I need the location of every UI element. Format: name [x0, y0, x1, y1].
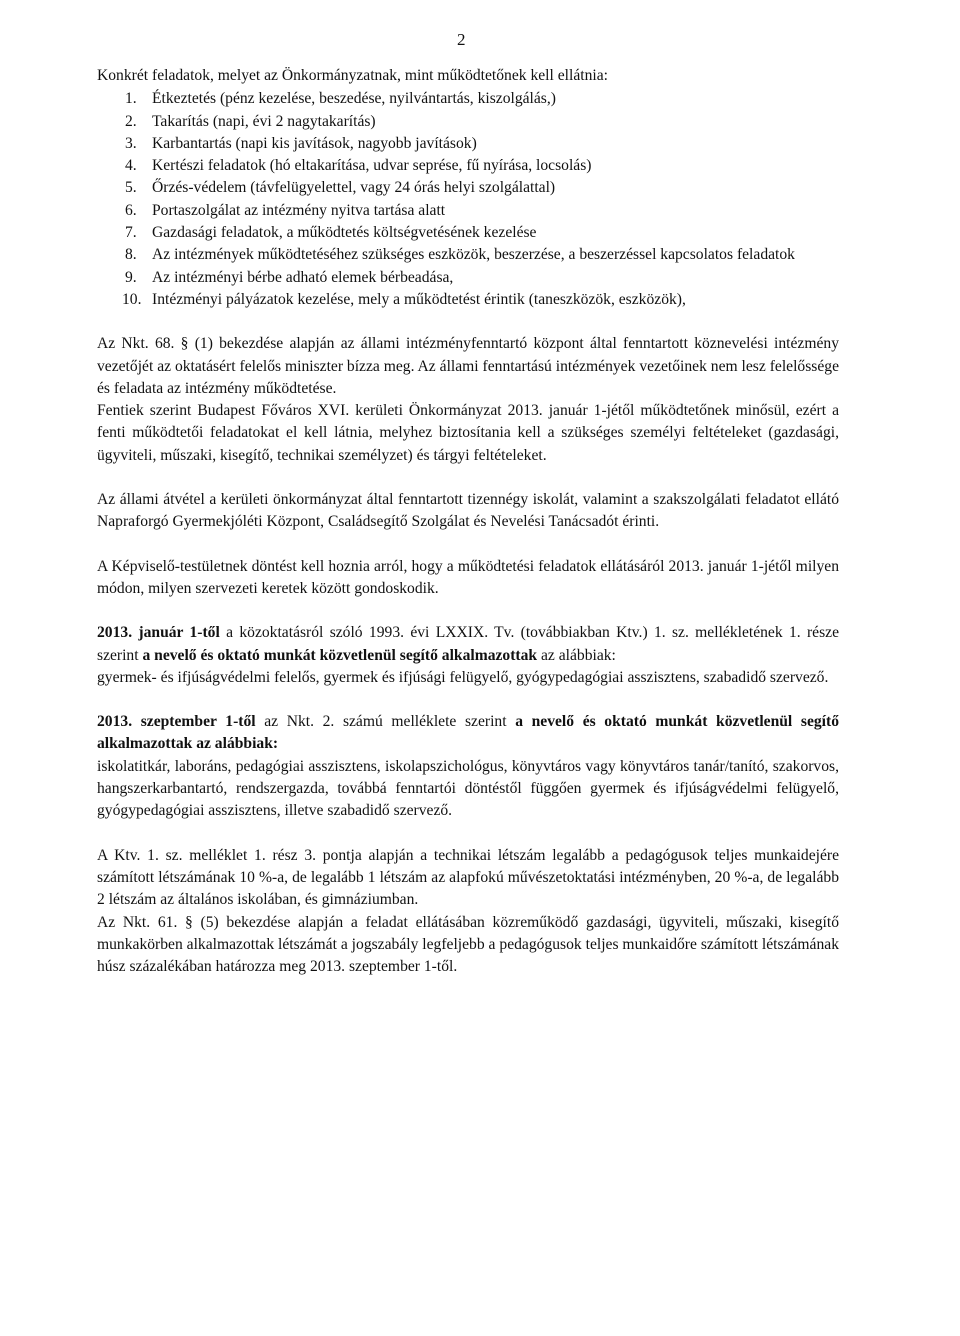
- list-item: [97, 111, 839, 133]
- bold-date: 2013. január 1-től: [97, 624, 220, 642]
- paragraph-spacer: [97, 467, 839, 489]
- bold-date: 2013. szeptember 1-től: [97, 713, 256, 731]
- paragraph-text: a közoktatásról szóló 1993. évi LXXIX. Tv. (továbbiakban Ktv.) 1. sz. mellékletének 1. része szerint: [97, 624, 839, 664]
- list-item-number: 4.: [125, 157, 137, 175]
- list-item: [97, 289, 839, 311]
- list-item-text: Az intézmények működtetéséhez szükséges eszközök, beszerzése, a beszerzéssel kapcsolatos feladatok: [152, 246, 795, 264]
- page-number: 2: [457, 30, 466, 49]
- list-item-number: 5.: [125, 179, 137, 197]
- list-item-number: 8.: [125, 246, 137, 264]
- list-item: [97, 88, 839, 110]
- list-item: [97, 267, 839, 289]
- paragraph-ktv: A Ktv. 1. sz. melléklet 1. rész 3. pontja alapján a technikai létszám legalább a pedagógusok teljes munkaidejére számított létszámának 10 %-a, de legalább 1 létszám az alapfokú művészetoktatási intézményben, 20 %-a, de legalább 2 létszám az általános iskolában, és gimnáziumban.: [97, 846, 839, 909]
- paragraph-spacer: [97, 534, 839, 556]
- bold-phrase: a nevelő és oktató munkát közvetlenül segítő alkalmazottak: [142, 646, 538, 664]
- paragraph-spacer: [97, 689, 839, 711]
- staff-list-2013-januar: gyermek- és ifjúságvédelmi felelős, gyermek és ifjúsági felügyelő, gyógypedagógiai asszisztens, szabadidő szervező.: [97, 668, 829, 686]
- list-item: [97, 155, 839, 177]
- bold-phrase: a nevelő és oktató munkát közvetlenül segítő alkalmazottak: [97, 713, 839, 753]
- list-item-text: Gazdasági feladatok, a működtetés költségvetésének kezelése: [152, 224, 537, 242]
- paragraph-spacer: [97, 600, 839, 622]
- task-list: [97, 88, 839, 311]
- list-item-text: Intézményi pályázatok kezelése, mely a működtetést érintik (taneszközök, eszközök),: [152, 290, 686, 308]
- staff-list-2013-szeptember: iskolatitkár, laboráns, pedagógiai asszisztens, iskolapszichológus, könyvtáros vagy könyvtáros tanár/tanító, szakorvos, hangszerkarbantartó, rendszergazda, továbbá fenntartói döntéstől függően gyermek és ifjúságvédelmi felügyelő, gyógypedagógiai asszisztens, illetve szabadidő szervező.: [97, 757, 839, 820]
- list-item-text: Portaszolgálat az intézmény nyitva tartása alatt: [152, 201, 446, 219]
- paragraph-spacer: [97, 311, 839, 333]
- list-item-number: 9.: [125, 268, 137, 286]
- bold-phrase: az alábbiak:: [192, 735, 279, 753]
- paragraph-text: az Nkt. 2. számú melléklete szerint: [255, 713, 516, 731]
- paragraph-nkt-61: Az Nkt. 61. § (5) bekezdése alapján a feladat ellátásában közreműködő gazdasági, ügyviteli, műszaki, kisegítő munkakörben alkalmazottak létszámát a jogszabály legfeljebb a pedagógusok teljes munkaidőre számított létszámának húsz százalékában határozza meg 2013. szeptember 1-től.: [97, 913, 839, 976]
- list-item: [97, 133, 839, 155]
- list-item-number: 7.: [125, 224, 137, 242]
- intro-paragraph: Konkrét feladatok, melyet az Önkormányzatnak, mint működtetőnek kell ellátnia:: [97, 67, 608, 84]
- list-item-text: Takarítás (napi, évi 2 nagytakarítás): [152, 112, 376, 130]
- list-item-text: Az intézményi bérbe adható elemek bérbeadása,: [152, 268, 454, 286]
- paragraph-spacer: [97, 823, 839, 845]
- paragraph-text: az alábbiak:: [537, 646, 616, 664]
- list-item-text: Kertészi feladatok (hó eltakarítása, udvar seprése, fű nyírása, locsolás): [152, 157, 592, 175]
- document-body: [97, 65, 839, 978]
- list-item-text: Őrzés-védelem (távfelügyelettel, vagy 24 órás helyi szolgálattal): [152, 179, 556, 197]
- list-item: [97, 244, 839, 266]
- list-item-text: Étkeztetés (pénz kezelése, beszedése, nyilvántartás, kiszolgálás,): [152, 90, 556, 108]
- list-item-text: Karbantartás (napi kis javítások, nagyobb javítások): [152, 134, 477, 152]
- paragraph-2013-szeptember: [97, 711, 839, 756]
- list-item-number: 10.: [122, 290, 142, 308]
- list-item: [97, 222, 839, 244]
- paragraph-dontes: A Képviselő-testületnek döntést kell hoznia arról, hogy a működtetési feladatok ellátásáról 2013. január 1-jétől milyen módon, milyen szervezeti keretek között gondoskodik.: [97, 557, 839, 597]
- paragraph-2013-januar: [97, 622, 839, 667]
- list-item-number: 1.: [125, 90, 137, 108]
- list-item-number: 2.: [125, 112, 137, 130]
- paragraph-allami-atvetel: Az állami átvétel a kerületi önkormányzat által fenntartott tizennégy iskolát, valamint a szakszolgálati feladatot ellátó Napraforgó Gyermekjóléti Központ, Családsegítő Szolgálat és Nevelési Tanácsadót érinti.: [97, 491, 839, 531]
- paragraph-nkt-68: Az Nkt. 68. § (1) bekezdése alapján az állami intézményfenntartó központ által fenntartott köznevelési intézmény vezetőjét az oktatásért felelős miniszter bízza meg. Az állami fenntartású intézmények vezetőinek nem lesz felelőssége és feladata az intézmény működtetése.: [97, 335, 839, 397]
- list-item-number: 3.: [125, 134, 137, 152]
- list-item: [97, 177, 839, 199]
- list-item: [97, 200, 839, 222]
- list-item-number: 6.: [125, 201, 137, 219]
- paragraph-fentiek: Fentiek szerint Budapest Főváros XVI. kerületi Önkormányzat 2013. január 1-jétől működtetőnek minősül, ezért a fenti működtetői feladatokat el kell látnia, melyhez biztosítania kell a szükséges személyi feltételeket (gazdasági, ügyviteli, műszaki, kisegítő, technikai személyzet) és tárgyi feltételeket.: [97, 402, 839, 464]
